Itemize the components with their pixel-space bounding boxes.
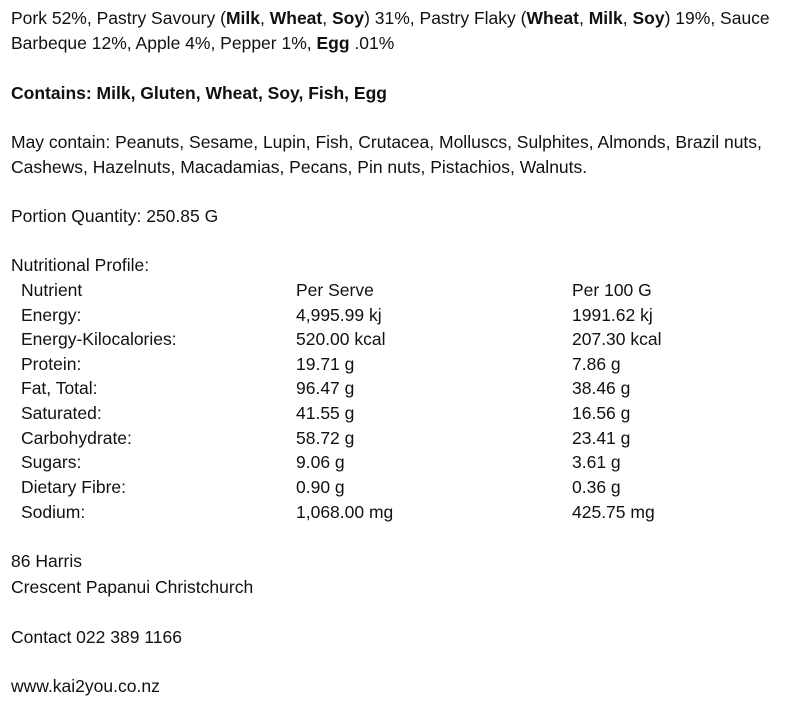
header-nutrient: Nutrient [21,280,83,300]
separator: , [622,8,633,28]
contains-statement: Contains: Milk, Gluten, Wheat, Soy, Fish, Egg [11,83,387,103]
nutrient-name: Sugars: [21,452,82,472]
per-serve-value: 0.90 g [296,477,345,497]
nutrition-title: Nutritional Profile: [11,255,150,275]
per-100g-value: 207.30 kcal [572,329,662,349]
portion-quantity: Portion Quantity: 250.85 G [11,206,219,226]
per-serve-value: 1,068.00 mg [296,502,394,522]
ingredient-text: ) 31%, Pastry Flaky ( [364,8,527,28]
per-serve-value: 19.71 g [296,354,355,374]
nutrient-name: Dietary Fibre: [21,477,127,497]
nutrient-name: Fat, Total: [21,378,98,398]
nutrient-name: Sodium: [21,502,86,522]
header-per-100g: Per 100 G [572,280,652,300]
per-serve-value: 4,995.99 kj [296,305,382,325]
separator: , [578,8,589,28]
allergen-bold: Soy [331,8,365,28]
ingredient-text: ) 19%, Sauce [664,8,770,28]
ingredients-line-1 [11,6,770,30]
per-100g-value: 38.46 g [572,378,631,398]
per-100g-value: 16.56 g [572,403,631,423]
per-100g-value: 7.86 g [572,354,621,374]
per-100g-value: 425.75 mg [572,502,655,522]
allergen-bold: Wheat [526,8,579,28]
per-serve-value: 96.47 g [296,378,355,398]
address-line-2: Crescent Papanui Christchurch [11,577,254,597]
address-line-1: 86 Harris [11,551,82,571]
allergen-bold: Milk [588,8,623,28]
nutrient-name: Energy-Kilocalories: [21,329,177,349]
allergen-bold: Milk [225,8,260,28]
may-contain-line-1: May contain: Peanuts, Sesame, Lupin, Fish, Crutacea, Molluscs, Sulphites, Almonds, Brazil nuts, [11,132,762,152]
ingredient-text: Pork 52%, Pastry Savoury ( [11,8,226,28]
per-100g-value: 3.61 g [572,452,621,472]
separator: , [322,8,332,28]
ingredients-line-2 [11,31,394,55]
ingredient-text: Barbeque 12%, Apple 4%, Pepper 1%, [11,33,317,53]
allergen-bold: Soy [632,8,665,28]
per-100g-value: 0.36 g [572,477,621,497]
website-link[interactable]: www.kai2you.co.nz [11,676,160,696]
allergen-bold: Wheat [269,8,323,28]
nutrient-name: Carbohydrate: [21,428,132,448]
nutrient-name: Energy: [21,305,82,325]
separator: , [260,8,270,28]
may-contain-line-2: Cashews, Hazelnuts, Macadamias, Pecans, Pin nuts, Pistachios, Walnuts. [11,157,588,177]
allergen-bold: Egg [316,33,350,53]
per-serve-value: 41.55 g [296,403,355,423]
nutrient-name: Saturated: [21,403,102,423]
header-per-serve: Per Serve [296,280,374,300]
contact-phone: Contact 022 389 1166 [11,627,182,647]
per-serve-value: 58.72 g [296,428,355,448]
per-100g-value: 1991.62 kj [572,305,653,325]
per-serve-value: 9.06 g [296,452,345,472]
per-100g-value: 23.41 g [572,428,631,448]
per-serve-value: 520.00 kcal [296,329,386,349]
nutrient-name: Protein: [21,354,82,374]
ingredient-text: .01% [349,33,395,53]
